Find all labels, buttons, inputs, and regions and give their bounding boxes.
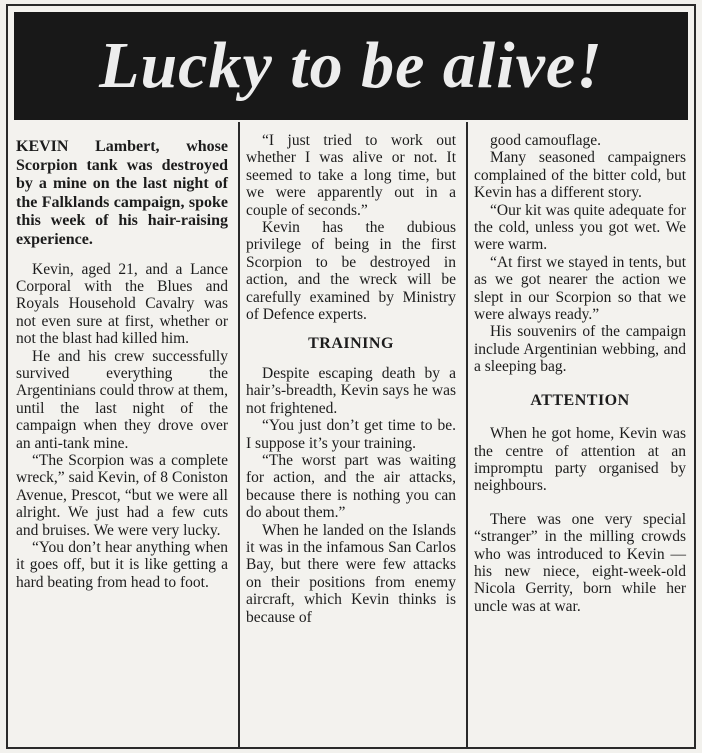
column-3 [474,132,686,615]
spacer [474,409,686,425]
spacer [474,495,686,511]
headline: Lucky to be alive! [99,29,603,102]
body-paragraph: “You just don’t get time to be. I suppose it’s your training. [246,417,456,452]
column-divider-2 [466,122,468,747]
body-paragraph: “The Scorpion was a complete wreck,” said Kevin, of 8 Coniston Avenue, Prescot, “but we were all alright. We just had a few cuts and bruises. We were very lucky. [16,452,228,539]
spacer [246,353,456,365]
body-paragraph: There was one very special “stranger” in the milling crowds who was introduced to Kevin — his new niece, eight-week-old Nicola Gerrity, born while her uncle was at war. [474,510,686,615]
body-paragraph: Kevin, aged 21, and a Lance Corporal with the Blues and Royals Household Cavalry was not even sure at first, whether or not the blast had killed him. [16,260,228,348]
headline-banner [14,12,688,120]
subhead-attention: ATTENTION [530,391,630,409]
lead-name: KEVIN Lambert, [16,138,160,155]
body-paragraph: When he got home, Kevin was the centre of attention at an impromptu party organised by neighbours. [474,425,686,495]
body-paragraph: “You don’t hear anything when it goes off, but it is like getting a hard beating from head to foot. [16,539,228,591]
lead-paragraph [16,138,228,250]
column-2 [246,132,456,626]
spacer [474,376,686,392]
body-paragraph: Despite escaping death by a hair’s-breadth, Kevin says he was not frightened. [246,364,456,417]
lead-text: whose Scorpion tank was destroyed by a mine on the last night of the Falklands campaign, spoke this week of his hair-raising experience. [16,138,228,248]
body-paragraph: good camouflage. [490,132,602,149]
body-paragraph: Many seasoned campaigners complained of the bitter cold, but Kevin has a different story. [474,149,686,202]
body-paragraph: His souvenirs of the campaign include Argentinian webbing, and a sleeping bag. [474,323,686,376]
spacer [246,323,456,335]
body-paragraph: He and his crew successfully survived everything the Argentinians could throw at them, until the last night of the campaign when they drove over an anti-tank mine. [16,347,228,452]
body-paragraph: Kevin has the dubious privilege of being in the first Scorpion to be destroyed in action, and the wreck will be carefully examined by Ministry of Defence experts. [246,219,456,324]
body-paragraph: “At first we stayed in tents, but as we got nearer the action we slept in our Scorpion so that we were always ready.” [474,253,686,324]
body-paragraph: When he landed on the Islands it was in the infamous San Carlos Bay, but there were few attacks on their positions from enemy aircraft, which Kevin thinks is because of [246,521,456,626]
subhead-training: TRAINING [308,335,394,353]
body-paragraph: “Our kit was quite adequate for the cold, unless you got wet. We were warm. [474,201,686,254]
column-1 [16,138,228,591]
column-divider-1 [238,122,240,747]
body-paragraph: “The worst part was waiting for action, and the air attacks, because there is nothing you can do about them.” [246,451,456,522]
body-paragraph: “I just tried to work out whether I was alive or not. It seemed to take a long time, but we were apparently out in a couple of seconds.” [246,132,456,219]
